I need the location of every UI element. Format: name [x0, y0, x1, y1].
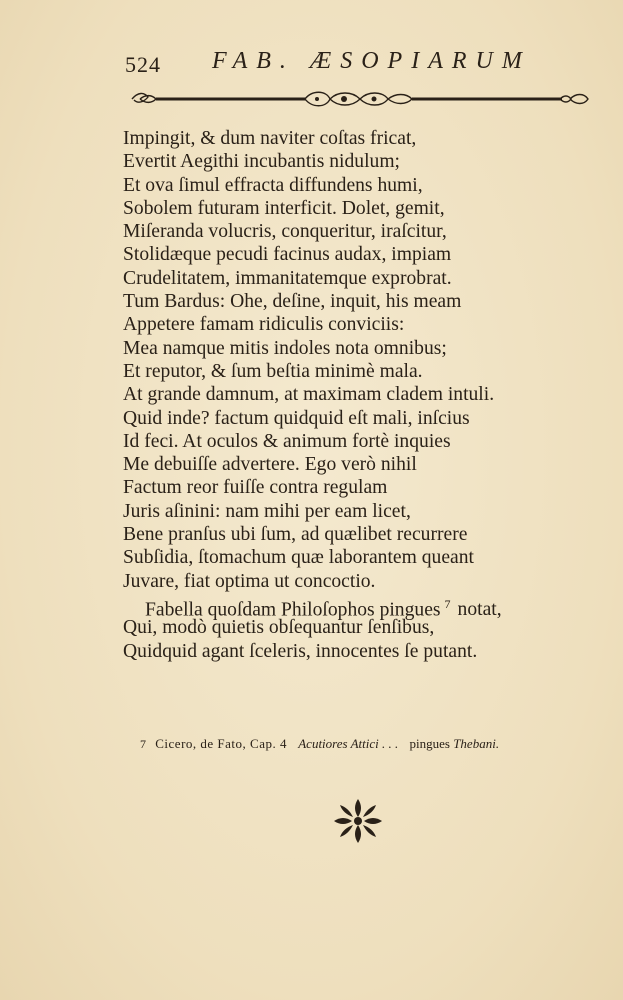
running-title: FAB. ÆSOPIARUM: [212, 48, 531, 74]
footnote: [140, 736, 570, 752]
footnote-citation: Cicero, de Fato, Cap. 4: [155, 736, 287, 751]
verse-line: [123, 453, 563, 476]
verse-line-text: Quidquid agant ſceleris, innocentes ſe putant.: [123, 640, 478, 662]
verse-line-text: Et reputor, & ſum beſtia minimè mala.: [123, 360, 423, 382]
footnote-quote: Acutiores Attici . . .: [298, 736, 399, 751]
verse-line: [123, 290, 563, 313]
verse-line-text: Sobolem futuram interficit. Dolet, gemit,: [123, 197, 445, 219]
verse-line-text: Juris aſinini: nam mihi per eam licet,: [123, 500, 411, 522]
verse-line: [123, 174, 563, 197]
verse-line: [123, 313, 563, 336]
verse-line-text: Subſidia, ſtomachum quæ laborantem queant: [123, 547, 474, 569]
verse-line-text: Appetere famam ridiculis conviciis:: [123, 314, 405, 336]
verse-line: [123, 267, 563, 290]
verse-line-text: Evertit Aegithi incubantis nidulum;: [123, 151, 401, 173]
verse-line: [123, 500, 563, 523]
floral-tailpiece-icon: [330, 795, 386, 847]
verse-line-text: Stolidæque pecudi facinus audax, impiam: [123, 244, 452, 266]
verse-line: [123, 127, 563, 150]
verse-line: [123, 150, 563, 173]
verse-line-text: Id feci. At oculos & animum fortè inquies: [123, 430, 451, 452]
verse-line: [123, 337, 563, 360]
page-number: 524: [125, 52, 161, 77]
verse-line: [123, 197, 563, 220]
verse-line-text: Fabella quoſdam Philoſophos pingues: [145, 599, 441, 621]
verse-line-text: Bene pranſus ubi ſum, ad quælibet recurrere: [123, 524, 468, 546]
verse-line: [123, 407, 563, 430]
verse-line: [123, 523, 563, 546]
footnote-ending: Thebani.: [453, 736, 500, 751]
footnote-number: 7: [140, 737, 146, 751]
verse-text: [123, 127, 563, 663]
verse-line-text: Miſeranda volucris, conqueritur, iraſcitur,: [123, 221, 447, 243]
verse-line-text: Et ova ſimul effracta diffundens humi,: [123, 174, 423, 196]
verse-line-text: Me debuiſſe advertere. Ego verò nihil: [123, 454, 417, 476]
verse-line-text: Factum reor fuiſſe contra regulam: [123, 477, 388, 499]
verse-line-text: Qui, modò quietis obſequantur ſenſibus,: [123, 617, 435, 639]
verse-line: [123, 220, 563, 243]
verse-line-text: Impingit, & dum naviter coſtas fricat,: [123, 128, 417, 149]
verse-line: [123, 570, 563, 593]
verse-line: [123, 593, 563, 621]
verse-line: [123, 546, 563, 569]
verse-line: [123, 360, 563, 383]
verse-line-ending: notat,: [457, 599, 502, 621]
verse-line-text: Quid inde? factum quidquid eſt mali, inſcius: [123, 407, 470, 429]
footnote-word: pingues: [409, 736, 450, 751]
verse-line-text: Juvare, fiat optima ut concoctio.: [123, 570, 376, 592]
ornamental-rule-icon: [130, 88, 590, 110]
footnote-reference[interactable]: 7: [444, 596, 451, 611]
verse-line-text: Tum Bardus: Ohe, deſine, inquit, his meam: [123, 291, 462, 313]
verse-line: [123, 476, 563, 499]
verse-line: [123, 430, 563, 453]
page-header: [0, 48, 623, 78]
verse-line: [123, 640, 563, 663]
verse-line: [123, 243, 563, 266]
verse-line-text: Mea namque mitis indoles nota omnibus;: [123, 337, 447, 359]
verse-line-text: Crudelitatem, immanitatemque exprobrat.: [123, 267, 452, 289]
verse-line-text: At grande damnum, at maximam cladem intuli.: [123, 384, 495, 406]
verse-line: [123, 383, 563, 406]
